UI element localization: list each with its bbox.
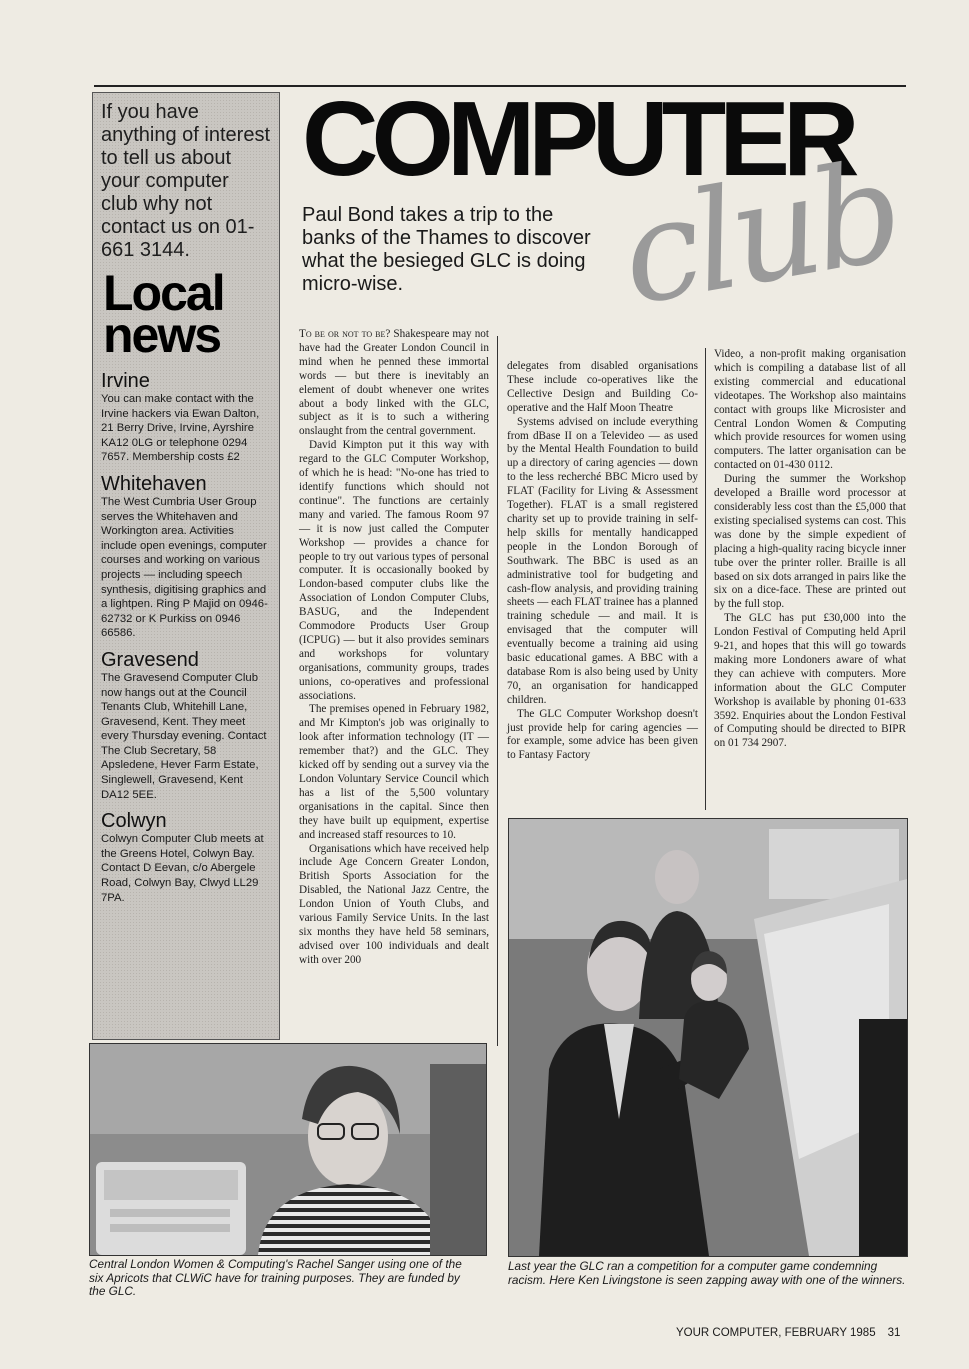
page-number: 31 [887, 1327, 901, 1339]
article-column-3 [714, 348, 906, 751]
club-name: Irvine [101, 370, 150, 392]
masthead-script: club [610, 130, 909, 337]
article-column-1 [299, 328, 489, 968]
page-footer [676, 1327, 916, 1339]
paragraph: During the summer the Workshop developed a Braille word processor at considerably less cost than the £5,000 that existing specialised systems can cost. This was done by the simple expedient of placing a high-quality racing bicycle inner tube over the printer roller. Braille is all based on six dots arranged in pairs like the six on a dice-face. These are printed out by the full stop. [714, 473, 906, 611]
photo-image [509, 819, 907, 1256]
club-name: Whitehaven [101, 472, 207, 495]
photo-image [90, 1044, 486, 1255]
paragraph [299, 328, 489, 439]
sidebar-title [103, 265, 271, 363]
sidebar-title-line1: Local [103, 265, 224, 321]
paragraph-text: Shakespeare may not have had the Greater London Council in mind when he penned these immortal words — but there is inevitably an element of doubt whenever one writes about a body linked with the GLC, subject as it is to such a withering onslaught from the central government. [299, 328, 490, 438]
paragraph: Video, a non-profit making organisation which is compiling a database list of all existing commercial and educational videotapes. The Workshop also maintains contact with groups like Microsister and Central London Women & Computing which provide resources for women using computers. The latter organisation can be contacted on 01-430 0112. [714, 348, 906, 472]
club-text: You can make contact with the Irvine hackers via Ewan Dalton, 21 Berry Drive, Irvine, Ayrshire KA12 0LG or telephone 0294 7657. Membership costs £2 [101, 393, 260, 464]
paragraph: Systems advised on include everything from dBase II on a Televideo — as used by the Mental Health Foundation to build up a directory of caring agencies — down to the less recherché BBC Micro used by FLAT (Facility for Living & Assessment Together). FLAT is a small registered charity set up to provide training in self-help skills for mentally handicapped people in the London Borough of Southwark. The BBC is used as an administrative tool for budgeting and cash-flow analysis, and providing training sheets — each FLAT trainee has a planned training schedule — and mail. It is envisaged that the computer will eventually become a training aid using basic educational games. A BBC with a database Rom is also being used by Unity 70, an organisation for handicapped children. [507, 415, 698, 706]
paragraph: David Kimpton put it this way with regard to the GLC Computer Workshop, of which he is head: "No-one has tried to identify functions which should not continue". The functions are certainly many and varied. The famous Room 97 — it is now just called the Computer Workshop — provides a chance for people to try out various types of personal computer. It is occasionally booked by London-based computer clubs like the Association of London Computer Clubs, BASUG, and the Independent Commodore Products User Group (ICPUG) — but it also provides seminars and workshops for voluntary organisations, community groups, trades unions, co-operatives and professional associations. [299, 439, 489, 702]
publication-line: YOUR COMPUTER, FEBRUARY 1985 [676, 1327, 876, 1339]
photo-ken-livingstone [508, 818, 908, 1257]
club-text: The West Cumbria User Group serves the Whitehaven and Workington area. Activities include open evenings, computer courses and working on various projects — including speech synthesis, digitising graphics and a lightpen. Ring P Majid on 0946-62732 or K Purkiss on 0946 66586. [101, 495, 268, 640]
club-name: Gravesend [101, 648, 199, 671]
photo-rachel-sanger [89, 1043, 487, 1256]
masthead-title: COMPUTER [302, 80, 853, 198]
standfirst: Paul Bond takes a trip to the banks of the Thames to discover what the besieged GLC is doing micro-wise. [302, 204, 591, 295]
sidebar-intro: If you have anything of interest to tell us about your computer club why not contact us on 01-661 3144. [101, 101, 270, 261]
club-entry [101, 810, 271, 905]
club-text: Colwyn Computer Club meets at the Greens Hotel, Colwyn Bay. Contact D Eevan, c/o Abergele Road, Colwyn Bay, Clwyd LL29 7PA. [101, 833, 264, 904]
sidebar-title-line2: news [103, 307, 221, 363]
caption-left: Central London Women & Computing's Rachel Sanger using one of the six Apricots that CLWiC have for training purposes. They are funded by the GLC. [89, 1257, 462, 1299]
local-news-sidebar [92, 92, 280, 1040]
club-name: Colwyn [101, 810, 167, 833]
paragraph: The premises opened in February 1982, and Mr Kimpton's job was originally to look after information technology (IT — remember that?) and the GLC. They kicked off by sending out a survey via the London Voluntary Service Council which has a list of the 5,500 voluntary organisations in the capital. Since then they have built up equipment, expertise and increased staff resources to 10. [299, 703, 489, 841]
column-rule [705, 348, 706, 810]
paragraph: The GLC Computer Workshop doesn't just provide help for caring agencies — for example, some advice has been given to Fantasy Factory [507, 707, 698, 762]
caption-right: Last year the GLC ran a competition for a computer game condemning racism. Here Ken Livingstone is seen zapping away with one of the winners. [508, 1259, 906, 1287]
paragraph: delegates from disabled organisations These include co-operatives like the Cellective Design and Building Co-operative and the Half Moon Theatre [507, 360, 698, 414]
club-entry [101, 370, 271, 465]
club-text: The Gravesend Computer Club now hangs out at the Council Tenants Club, Whitehill Lane, Gravesend, Kent. They meet every Thursday evening. Contact The Club Secretary, 58 Apsledene, Hever Farm Estate, Singlewell, Gravesend, Kent DA12 5EE. [101, 671, 267, 801]
column-rule [497, 336, 498, 1046]
article-column-2 [507, 360, 698, 763]
lead-in: To be or not to be? [299, 328, 391, 340]
club-entry [101, 473, 271, 641]
club-entry [101, 649, 271, 802]
paragraph: The GLC has put £30,000 into the London Festival of Computing held April 9-21, and hopes that this will go towards making more Londoners aware of what they can achieve with computers. More information about the GLC Computer Workshop is available by phoning 01-633 3592. Enquiries about the London Festival of Computing should be directed to BIPR on 01 734 2907. [714, 612, 906, 750]
paragraph: Organisations which have received help include Age Concern Greater London, British Sports Association for the Disabled, the National Jazz Centre, the London Union of Youth Clubs, and various Family Service Units. In the last six months they have held 58 seminars, advised over 100 individuals and dealt with over 200 [299, 842, 489, 966]
